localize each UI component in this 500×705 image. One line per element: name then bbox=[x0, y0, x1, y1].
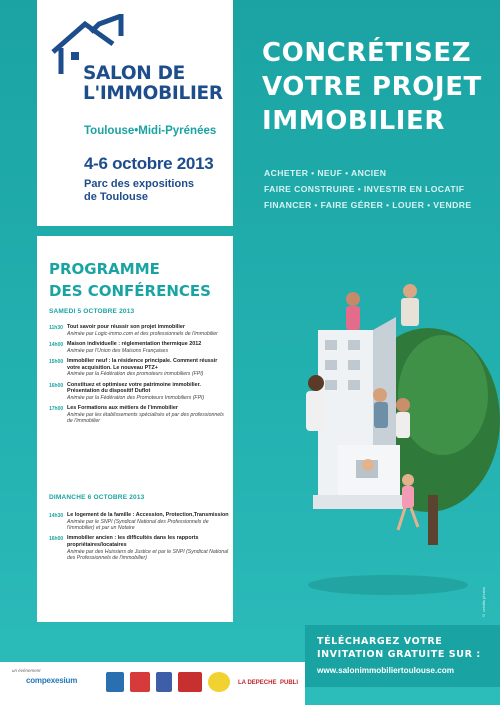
talk-item bbox=[49, 512, 229, 531]
talk-note: Animée par la Fédération des Promoteurs Immobiliers (FPI) bbox=[67, 394, 205, 401]
region-label: Toulouse•Midi-Pyrénées bbox=[84, 125, 217, 137]
tree-trunk bbox=[428, 495, 438, 545]
talk-title: Constituez et optimisez votre patrimoine immobilier. Présentation du dispositif Duflot bbox=[67, 381, 201, 395]
salon-title bbox=[83, 64, 233, 104]
photo-credit: © crédits photos bbox=[481, 586, 486, 618]
organizer-logo: compexesium bbox=[26, 676, 78, 685]
partner-logo-3 bbox=[156, 672, 172, 692]
day-heading-sunday: DIMANCHE 6 OCTOBRE 2013 bbox=[49, 494, 145, 501]
services-line: FINANCER • FAIRE GÉRER • LOUER • VENDRE bbox=[264, 200, 472, 210]
day-heading-saturday: SAMEDI 5 OCTOBRE 2013 bbox=[49, 308, 135, 315]
sponsor-tagline: un événement bbox=[12, 668, 41, 673]
partner-logo-1 bbox=[106, 672, 124, 692]
talk-title: Immobilier ancien : les difficultés dans les rapports propriétaires/locataires bbox=[67, 535, 199, 548]
person-body bbox=[346, 306, 360, 330]
headline-line: CONCRÉTISEZ bbox=[262, 38, 472, 68]
talk-title: Le logement de la famille : Accession, Protection,Transmission bbox=[67, 512, 229, 518]
download-invitation-box[interactable] bbox=[305, 625, 500, 687]
download-line: INVITATION GRATUITE SUR : bbox=[317, 649, 481, 660]
person-head bbox=[403, 284, 417, 298]
person-body bbox=[402, 486, 414, 508]
talk-time: 14h00 bbox=[49, 342, 64, 348]
person-head bbox=[373, 388, 387, 402]
salon-title-line: L'IMMOBILIER bbox=[83, 83, 223, 104]
download-line: TÉLÉCHARGEZ VOTRE bbox=[317, 636, 443, 647]
building-illustration bbox=[278, 255, 500, 635]
talk-time: 16h00 bbox=[49, 382, 64, 389]
title-card bbox=[37, 0, 233, 226]
talk-time: 17h00 bbox=[49, 406, 64, 413]
program-card bbox=[37, 236, 233, 622]
newspaper-logo-1: LA DEPECHE bbox=[238, 680, 277, 686]
person-head bbox=[402, 474, 414, 486]
person-body bbox=[401, 298, 419, 326]
talk-item bbox=[49, 405, 229, 424]
talk-item bbox=[49, 382, 229, 402]
website-link[interactable]: www.salonimmobiliertoulouse.com bbox=[317, 666, 455, 675]
ground-shadow bbox=[308, 575, 468, 595]
services-line: ACHETER • NEUF • ANCIEN bbox=[264, 168, 387, 178]
venue-line: de Toulouse bbox=[84, 191, 148, 203]
program-title bbox=[49, 258, 229, 302]
partner-logo-4 bbox=[178, 672, 202, 692]
talk-title: Les Formations aux métiers de l'immobilier bbox=[67, 405, 178, 412]
download-text bbox=[317, 635, 497, 661]
venue-line: Parc des expositions bbox=[84, 178, 195, 190]
talk-title: Immobilier neuf : la résidence principale. Comment réussir votre acquisition. Le nouveau PTZ+ bbox=[67, 358, 218, 371]
person-head bbox=[308, 375, 324, 391]
talk-note: Animée par l'Union des Maisons Françaises bbox=[67, 347, 169, 354]
event-venue bbox=[84, 178, 254, 204]
salon-title-line: SALON DE bbox=[83, 63, 186, 84]
talk-item bbox=[49, 341, 229, 354]
person-body bbox=[306, 391, 326, 431]
talk-time: 11h30 bbox=[49, 325, 63, 331]
headline bbox=[262, 36, 497, 138]
talk-note: Animée par le SNPI (Syndicat National des Professionnels de l'immobilier) et par un Notaire bbox=[67, 518, 209, 531]
person-head bbox=[396, 398, 410, 412]
talk-note: Animée par des Huissiers de Justice et par le SNPI (Syndicat National des Professionnels de l'immobilier) bbox=[67, 548, 229, 561]
person-body bbox=[396, 412, 410, 438]
person-head bbox=[346, 292, 360, 306]
person-body bbox=[374, 402, 388, 428]
program-title-line: DES CONFÉRENCES bbox=[49, 282, 211, 300]
event-dates: 4-6 octobre 2013 bbox=[84, 154, 214, 173]
partner-logo-2 bbox=[130, 672, 150, 692]
talk-note: Animée par la Fédération des promoteurs immobiliers (FPI) bbox=[67, 371, 204, 378]
services-line: FAIRE CONSTRUIRE • INVESTIR EN LOCATIF bbox=[264, 184, 465, 194]
talk-item bbox=[49, 535, 229, 561]
talk-time: 15h00 bbox=[49, 359, 64, 365]
headline-line: VOTRE PROJET bbox=[262, 72, 482, 102]
talk-time: 14h30 bbox=[49, 513, 64, 519]
building-base bbox=[313, 495, 403, 509]
talks-saturday bbox=[49, 324, 229, 429]
talks-sunday bbox=[49, 512, 229, 565]
talk-title: Tout savoir pour réussir son projet immobilier bbox=[67, 324, 185, 330]
person-head bbox=[362, 459, 374, 471]
talk-title: Maison individuelle : réglementation thermique 2012 bbox=[67, 341, 202, 347]
talk-note: Animée par les établissements spécialisés et par des professionnels de l'immobilier bbox=[67, 411, 224, 425]
talk-item bbox=[49, 324, 229, 337]
talk-note: Animée par Logic-immo.com et des professionnels de l'immobilier bbox=[67, 330, 218, 337]
headline-line: IMMOBILIER bbox=[262, 106, 446, 136]
talk-item bbox=[49, 358, 229, 378]
services-list bbox=[264, 165, 499, 213]
person-leg bbox=[398, 508, 405, 530]
sponsor-strip bbox=[0, 662, 305, 705]
newspaper-logo-2: PUBLI bbox=[280, 680, 298, 686]
partner-logo-5 bbox=[208, 672, 230, 692]
talk-time: 16h00 bbox=[49, 536, 64, 543]
program-title-line: PROGRAMME bbox=[49, 260, 160, 278]
tree-canopy-light bbox=[398, 335, 488, 455]
